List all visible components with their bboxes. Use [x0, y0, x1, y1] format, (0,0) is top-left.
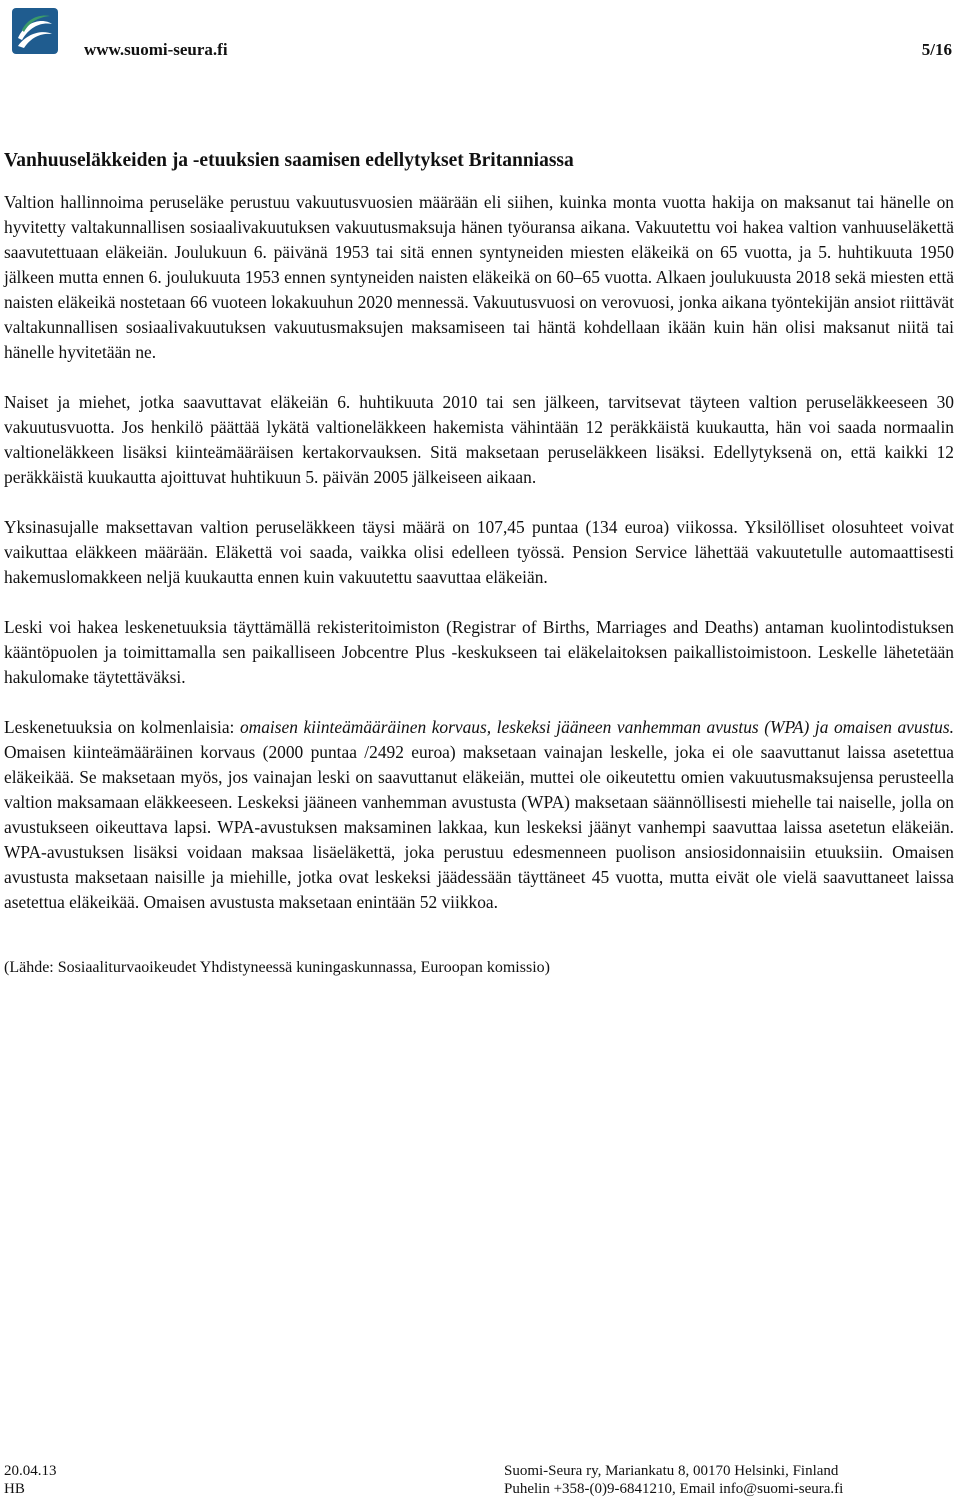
document-body	[4, 148, 954, 1005]
source-note: (Lähde: Sosiaaliturvaoikeudet Yhdistyneessä kuningaskunnassa, Euroopan komissio)	[4, 959, 550, 976]
footer-left	[4, 1462, 57, 1498]
benefits-details: Omaisen kiinteämääräinen korvaus (2000 puntaa /2492 euroa) maksetaan vainajan leskelle, joka ei ole saavuttanut laissa asetettua eläkeikää. Se maksetaan myös, jos vainajan leski on saavuttanut eläkeiän, muttei ole oikeutettu omien vakuutusmaksujensa perusteella valtion maksamaan eläkkeeseen. Leskeksi jääneen vanhemman avustusta (WPA) maksetaan säännöllisesti miehelle tai naiselle, jolla on avustukseen oikeuttava lapsi. WPA-avustuksen maksaminen lakkaa, kun leskeksi jäänyt vanhempi saavuttaa laissa asetetun eläkeiän. WPA-avustuksen lisäksi voidaan maksaa lisäeläkettä, joka perustuu edesmenneen puolison ansiosidonnaisiin etuuksiin. Omaisen avustusta maksetaan naisille ja miehille, jotka ovat leskeksi jäädessään täyttäneet 45 vuotta, mutta eivät ole vielä saavuttaneet laissa asetettua eläkeikää. Omaisen avustusta maksetaan enintään 52 viikkoa.	[4, 742, 954, 912]
footer-address: Suomi-Seura ry, Mariankatu 8, 00170 Helsinki, Finland	[504, 1463, 839, 1479]
page-header	[8, 4, 960, 64]
paragraph-pension-amount: Yksinasujalle maksettavan valtion peruseläkkeen täysi määrä on 107,45 puntaa (134 euroa) viikossa. Yksilölliset olosuhteet voivat vaikuttaa eläkkeen määrään. Eläkettä voi saada, vaikka olisi edelleen työssä. Pension Service lähettää vakuutetulle automaattisesti hakemuslomakkeen neljä kuukautta ennen kuin vakuutettu saavuttaa eläkeiän.	[4, 517, 954, 587]
paragraph-pension-basis: Valtion hallinnoima peruseläke perustuu vakuutusvuosien määrään eli siihen, kuinka monta vuotta hakija on maksanut tai hänelle on hyvitetty valtakunnallisen sosiaalivakuutuksen vakuutusmaksuja hänen työuransa aikana. Vakuutettu voi hakea valtion vanhuuseläkettä saavutettuaan eläkeiän. Joulukuun 6. päivänä 1953 tai sitä ennen syntyneiden miesten eläkeikä on 65 vuotta, ja 5. huhtikuuta 1950 jälkeen mutta ennen 6. joulukuuta 1953 ennen syntyneiden naisten eläkeikä on 60–65 vuotta. Alkaen joulukuusta 2018 sekä miesten että naisten eläkeikä nostetaan 66 vuoteen lokakuuhun 2020 mennessä. Vakuutusvuosi on verovuosi, jonka aikana työntekijän ansiot riittävät valtakunnallisen sosiaalivakuutuksen vakuutusmaksujen maksamiseen tai häntä kohdellaan ikään kuin hän olisi maksanut niitä tai hänelle hyvitetään ne.	[4, 192, 954, 362]
footer-date: 20.04.13	[4, 1463, 57, 1479]
benefits-lead: Leskenetuuksia on kolmenlaisia:	[4, 717, 240, 737]
paragraph-insurance-years: Naiset ja miehet, jotka saavuttavat eläkeiän 6. huhtikuuta 2010 tai sen jälkeen, tarvitsevat täyteen valtion peruseläkkeeseen 30 vakuutusvuotta. Jos henkilö päättää lykätä valtioneläkkeen hakemista vähintään 12 peräkkäistä kuukautta, hän voi saada normaalin valtioneläkkeen lisäksi kiinteämääräisen kertakorvauksen. Sitä maksetaan peruseläkkeen lisäksi. Edellytyksenä on, että kaikki 12 peräkkäistä kuukautta ajoittuvat huhtikuun 5. päivän 2005 jälkeiseen aikaan.	[4, 392, 954, 487]
site-link[interactable]: www.suomi-seura.fi	[84, 40, 228, 59]
page-footer	[0, 1462, 960, 1502]
page-number: 5/16	[921, 40, 952, 59]
footer-initials: HB	[4, 1481, 25, 1497]
footer-contact: Puhelin +358-(0)9-6841210, Email info@suomi-seura.fi	[504, 1481, 844, 1497]
footer-right	[504, 1462, 843, 1498]
paragraph-widow-benefits	[4, 715, 954, 915]
benefits-types: omaisen kiinteämääräinen korvaus, leskeksi jääneen vanhemman avustus (WPA) ja omaisen avustus.	[239, 717, 954, 737]
suomi-seura-logo-icon	[12, 8, 58, 54]
paragraph-widow-application: Leski voi hakea leskenetuuksia täyttämällä rekisteritoimiston (Registrar of Births, Marriages and Deaths) antaman kuolintodistuksen kääntöpuolen ja toimittamalla sen paikalliseen Jobcentre Plus -keskukseen tai eläkelaitoksen paikallistoimistoon. Leskelle lähetetään hakulomake täytettäväksi.	[4, 617, 954, 687]
page-title: Vanhuuseläkkeiden ja -etuuksien saamisen edellytykset Britanniassa	[4, 150, 574, 171]
